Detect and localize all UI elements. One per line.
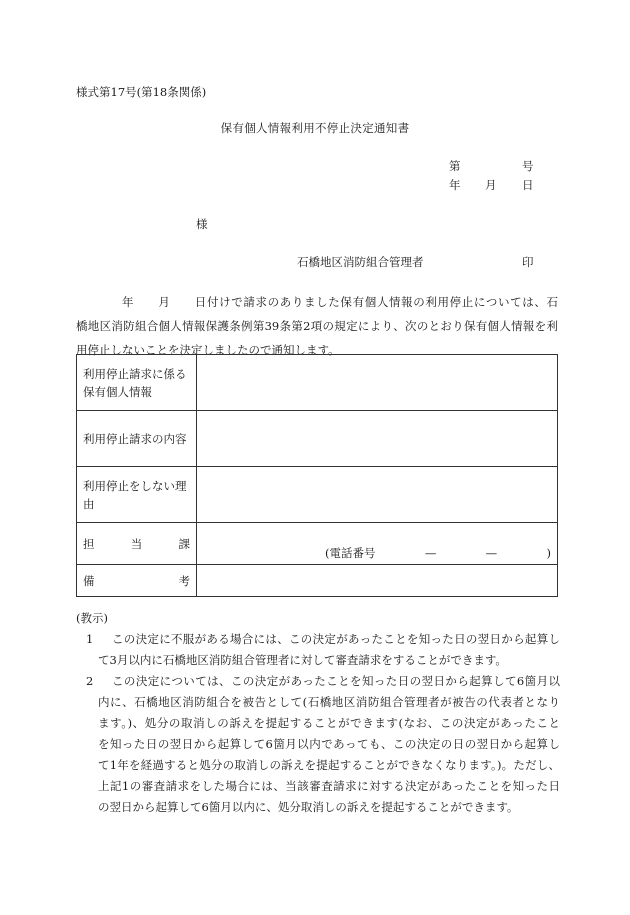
phone-dash: — <box>485 545 498 560</box>
table-value-remarks[interactable] <box>197 565 558 597</box>
intro-line: 年 月 日付けで請求のありました保有個人情報の利用停止については、石 <box>122 295 558 309</box>
document-title: 保有個人情報利用不停止決定通知書 <box>220 121 410 135</box>
phone-dash: — <box>424 545 437 560</box>
information-table <box>76 354 558 597</box>
note-line: て1年を経過すると処分の取消しの訴えを提起することができなくなります。)。ただし、 <box>98 758 560 772</box>
date-month: 月 <box>485 178 497 192</box>
table-label-personal-info <box>77 355 197 411</box>
table-value-reason[interactable] <box>197 467 558 523</box>
label-line: 利用停止をしない理 <box>83 478 187 493</box>
document-number-suffix: 号 <box>522 159 534 173</box>
note-number: 1 <box>86 632 94 646</box>
note-line: の翌日から起算して6箇月以内に、処分取消しの訴えを提起することができます。 <box>98 800 519 814</box>
phone-close-paren: ) <box>546 545 551 560</box>
date-year: 年 <box>449 178 461 192</box>
note-line: この決定については、この決定があったことを知った日の翌日から起算して6箇月以 <box>112 674 560 688</box>
table-row <box>77 523 558 565</box>
note-line: を知った日の翌日から起算して6箇月以内であっても、この決定の日の翌日から起算し <box>98 737 560 751</box>
note-line: て3月以内に石橋地区消防組合管理者に対して審査請求をすることができます。 <box>98 653 507 667</box>
label-line: 保有個人情報 <box>83 384 152 399</box>
phone-number-line <box>203 547 551 561</box>
document-number-prefix: 第 <box>449 159 461 173</box>
label-char: 備 <box>83 573 95 588</box>
instruction-notes <box>76 608 560 818</box>
note-line: この決定に不服がある場合には、この決定があったことを知った日の翌日から起算し <box>112 632 560 646</box>
note-line: ます。)、処分の取消しの訴えを提起することができます(なお、この決定があったこと <box>98 716 560 730</box>
label-line: 利用停止請求に係る <box>83 366 187 381</box>
note-number: 2 <box>86 674 94 688</box>
label-char: 課 <box>178 536 190 551</box>
phone-label: (電話番号 <box>325 545 376 560</box>
intro-line: 橋地区消防組合個人情報保護条例第39条第2項の規定により、次のとおり保有個人情報を利 <box>76 319 558 333</box>
seal-mark: 印 <box>522 255 534 269</box>
table-row <box>77 565 558 597</box>
note-item <box>76 671 560 818</box>
note-line: 内に、石橋地区消防組合を被告として(石橋地区消防組合管理者が被告の代表者となり <box>98 695 560 709</box>
table-label-reason <box>77 467 197 523</box>
table-label-request-content: 利用停止請求の内容 <box>77 411 197 467</box>
label-char: 当 <box>130 536 143 551</box>
table-value-personal-info[interactable] <box>197 355 558 411</box>
label-line: 由 <box>83 496 95 511</box>
recipient-suffix: 様 <box>196 217 208 231</box>
table-label-department <box>77 523 197 565</box>
table-row <box>77 467 558 523</box>
note-line: 上記1の審査請求をした場合には、当該審査請求に対する決定があったことを知った日 <box>98 779 560 793</box>
intro-line: 用停止しないことを決定しましたので通知します。 <box>76 343 340 357</box>
form-number: 様式第17号(第18条関係) <box>76 85 207 99</box>
label-char: 考 <box>178 573 190 588</box>
label-char: 担 <box>83 536 95 551</box>
notes-heading: (教示) <box>76 611 108 625</box>
note-item <box>76 629 560 671</box>
table-label-remarks <box>77 565 197 597</box>
date-day: 日 <box>522 178 534 192</box>
table-row <box>77 411 558 467</box>
intro-paragraph <box>76 290 558 362</box>
issuer-name: 石橋地区消防組合管理者 <box>297 255 424 269</box>
table-value-request-content[interactable] <box>197 411 558 467</box>
table-row <box>77 355 558 411</box>
table-value-department[interactable] <box>197 523 558 565</box>
